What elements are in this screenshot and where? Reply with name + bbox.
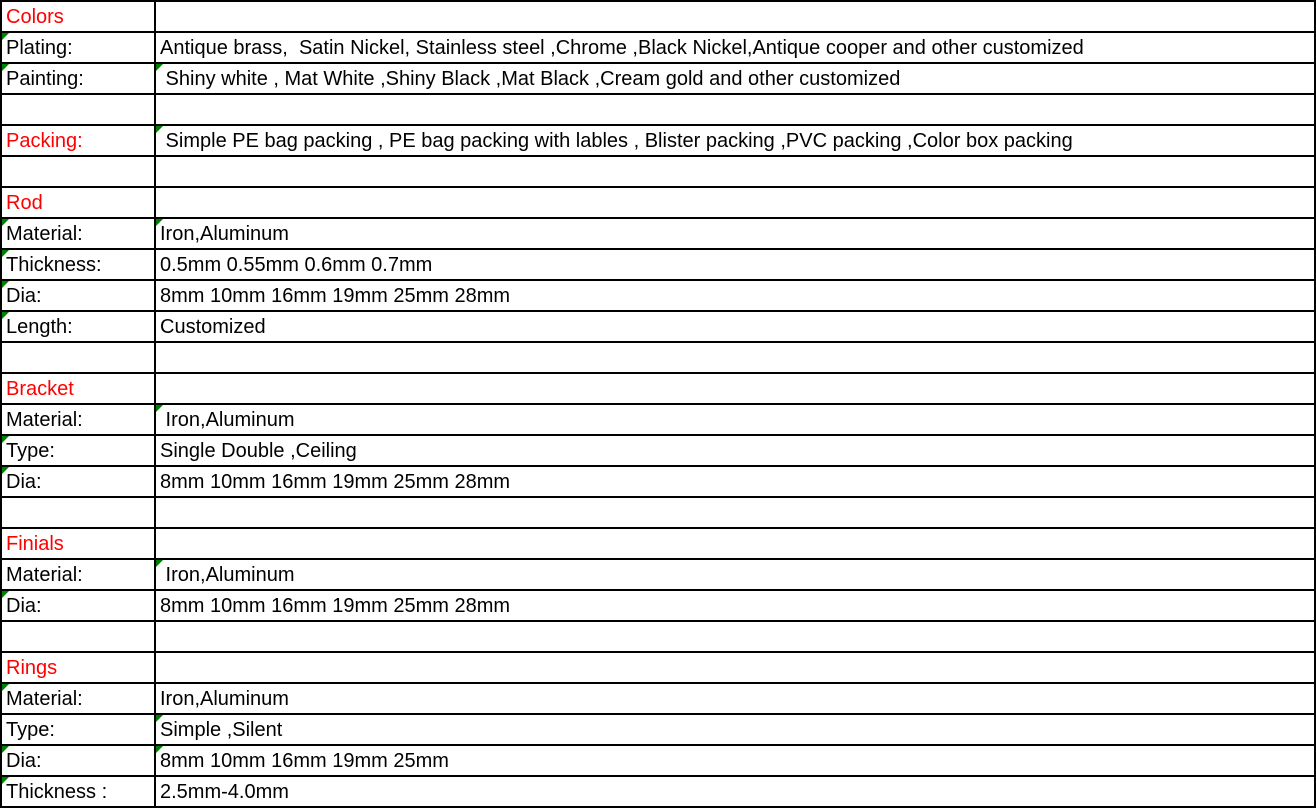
table-row xyxy=(1,342,1315,373)
row-label: Packing: xyxy=(6,130,83,152)
table-row xyxy=(1,373,1315,404)
row-label: Thickness : xyxy=(6,781,108,803)
row-value: Simple PE bag packing , PE bag packing with lables , Blister packing ,PVC packing ,Color box packing xyxy=(160,130,1073,152)
row-value-cell[interactable] xyxy=(155,125,1315,156)
table-row xyxy=(1,621,1315,652)
row-label-cell[interactable] xyxy=(1,404,155,435)
row-value: Customized xyxy=(160,316,266,338)
row-label: Dia: xyxy=(6,750,42,772)
table-row xyxy=(1,218,1315,249)
cell-error-indicator-icon xyxy=(2,219,9,226)
table-row xyxy=(1,187,1315,218)
row-label-cell[interactable] xyxy=(1,125,155,156)
cell-error-indicator-icon xyxy=(2,281,9,288)
row-value-cell[interactable] xyxy=(155,311,1315,342)
row-label: Bracket xyxy=(6,378,74,400)
cell-error-indicator-icon xyxy=(2,777,9,784)
row-label-cell[interactable] xyxy=(1,156,155,187)
spec-sheet-body xyxy=(1,1,1315,807)
row-value-cell[interactable] xyxy=(155,745,1315,776)
row-value: Antique brass, Satin Nickel, Stainless steel ,Chrome ,Black Nickel,Antique cooper and other customized xyxy=(160,37,1084,59)
row-label-cell[interactable] xyxy=(1,342,155,373)
cell-error-indicator-icon xyxy=(156,126,163,133)
row-value: Iron,Aluminum xyxy=(160,223,289,245)
row-label-cell[interactable] xyxy=(1,249,155,280)
row-value-cell[interactable] xyxy=(155,342,1315,373)
cell-error-indicator-icon xyxy=(2,746,9,753)
cell-error-indicator-icon xyxy=(156,219,163,226)
table-row xyxy=(1,466,1315,497)
row-value-cell[interactable] xyxy=(155,497,1315,528)
row-label-cell[interactable] xyxy=(1,621,155,652)
row-label-cell[interactable] xyxy=(1,187,155,218)
table-row xyxy=(1,652,1315,683)
row-value: Single Double ,Ceiling xyxy=(160,440,357,462)
row-label-cell[interactable] xyxy=(1,714,155,745)
row-label: Material: xyxy=(6,688,83,710)
row-label-cell[interactable] xyxy=(1,497,155,528)
row-value-cell[interactable] xyxy=(155,156,1315,187)
row-label-cell[interactable] xyxy=(1,528,155,559)
row-value-cell[interactable] xyxy=(155,621,1315,652)
row-label: Material: xyxy=(6,409,83,431)
row-value: Iron,Aluminum xyxy=(160,409,295,431)
row-value-cell[interactable] xyxy=(155,187,1315,218)
cell-error-indicator-icon xyxy=(156,64,163,71)
row-label-cell[interactable] xyxy=(1,466,155,497)
row-label-cell[interactable] xyxy=(1,683,155,714)
row-label: Colors xyxy=(6,6,64,28)
row-value-cell[interactable] xyxy=(155,404,1315,435)
row-label: Rings xyxy=(6,657,58,679)
table-row xyxy=(1,94,1315,125)
row-label-cell[interactable] xyxy=(1,435,155,466)
row-value: 8mm 10mm 16mm 19mm 25mm xyxy=(160,750,449,772)
row-value-cell[interactable] xyxy=(155,652,1315,683)
cell-error-indicator-icon xyxy=(156,405,163,412)
row-value-cell[interactable] xyxy=(155,683,1315,714)
row-value: Shiny white , Mat White ,Shiny Black ,Mat Black ,Cream gold and other customized xyxy=(160,68,901,90)
row-label-cell[interactable] xyxy=(1,590,155,621)
row-value-cell[interactable] xyxy=(155,373,1315,404)
row-value: 8mm 10mm 16mm 19mm 25mm 28mm xyxy=(160,595,511,617)
row-value-cell[interactable] xyxy=(155,280,1315,311)
table-row xyxy=(1,311,1315,342)
row-label: Painting: xyxy=(6,68,84,90)
row-value: 0.5mm 0.55mm 0.6mm 0.7mm xyxy=(160,254,433,276)
row-value-cell[interactable] xyxy=(155,528,1315,559)
table-row xyxy=(1,745,1315,776)
row-label: Type: xyxy=(6,440,55,462)
cell-error-indicator-icon xyxy=(2,64,9,71)
row-label-cell[interactable] xyxy=(1,218,155,249)
table-row xyxy=(1,683,1315,714)
table-row xyxy=(1,404,1315,435)
row-value-cell[interactable] xyxy=(155,466,1315,497)
table-row xyxy=(1,1,1315,32)
row-value: Iron,Aluminum xyxy=(160,688,289,710)
row-label: Thickness: xyxy=(6,254,102,276)
row-value-cell[interactable] xyxy=(155,1,1315,32)
row-label-cell[interactable] xyxy=(1,1,155,32)
row-value-cell[interactable] xyxy=(155,776,1315,807)
table-row xyxy=(1,776,1315,807)
row-label-cell[interactable] xyxy=(1,559,155,590)
table-row xyxy=(1,32,1315,63)
row-label-cell[interactable] xyxy=(1,280,155,311)
row-value-cell[interactable] xyxy=(155,590,1315,621)
cell-error-indicator-icon xyxy=(2,467,9,474)
row-label-cell[interactable] xyxy=(1,311,155,342)
row-label: Length: xyxy=(6,316,73,338)
row-value-cell[interactable] xyxy=(155,32,1315,63)
table-row xyxy=(1,559,1315,590)
cell-error-indicator-icon xyxy=(156,715,163,722)
table-row xyxy=(1,156,1315,187)
row-label-cell[interactable] xyxy=(1,373,155,404)
row-label-cell[interactable] xyxy=(1,652,155,683)
row-label: Rod xyxy=(6,192,43,214)
row-label: Dia: xyxy=(6,285,42,307)
cell-error-indicator-icon xyxy=(156,560,163,567)
table-row xyxy=(1,590,1315,621)
row-value: Simple ,Silent xyxy=(160,719,283,741)
table-row xyxy=(1,249,1315,280)
cell-error-indicator-icon xyxy=(2,250,9,257)
row-value-cell[interactable] xyxy=(155,63,1315,94)
table-row xyxy=(1,714,1315,745)
row-label-cell[interactable] xyxy=(1,776,155,807)
row-value-cell[interactable] xyxy=(155,435,1315,466)
row-label: Plating: xyxy=(6,37,73,59)
row-label: Material: xyxy=(6,223,83,245)
cell-error-indicator-icon xyxy=(2,33,9,40)
cell-error-indicator-icon xyxy=(2,312,9,319)
row-label: Material: xyxy=(6,564,83,586)
row-value-cell[interactable] xyxy=(155,714,1315,745)
row-label-cell[interactable] xyxy=(1,32,155,63)
table-row xyxy=(1,280,1315,311)
row-value-cell[interactable] xyxy=(155,94,1315,125)
row-label-cell[interactable] xyxy=(1,745,155,776)
row-label: Dia: xyxy=(6,471,42,493)
row-value-cell[interactable] xyxy=(155,218,1315,249)
row-value: 8mm 10mm 16mm 19mm 25mm 28mm xyxy=(160,285,511,307)
cell-error-indicator-icon xyxy=(2,591,9,598)
cell-error-indicator-icon xyxy=(156,746,163,753)
cell-error-indicator-icon xyxy=(2,684,9,691)
row-label-cell[interactable] xyxy=(1,94,155,125)
row-label: Type: xyxy=(6,719,55,741)
row-label: Dia: xyxy=(6,595,42,617)
cell-error-indicator-icon xyxy=(2,436,9,443)
row-value: 2.5mm-4.0mm xyxy=(160,781,289,803)
table-row xyxy=(1,497,1315,528)
row-label-cell[interactable] xyxy=(1,63,155,94)
row-value-cell[interactable] xyxy=(155,559,1315,590)
table-row xyxy=(1,63,1315,94)
row-value-cell[interactable] xyxy=(155,249,1315,280)
table-row xyxy=(1,435,1315,466)
row-label: Finials xyxy=(6,533,64,555)
row-value: 8mm 10mm 16mm 19mm 25mm 28mm xyxy=(160,471,511,493)
table-row xyxy=(1,125,1315,156)
row-value: Iron,Aluminum xyxy=(160,564,295,586)
table-row xyxy=(1,528,1315,559)
